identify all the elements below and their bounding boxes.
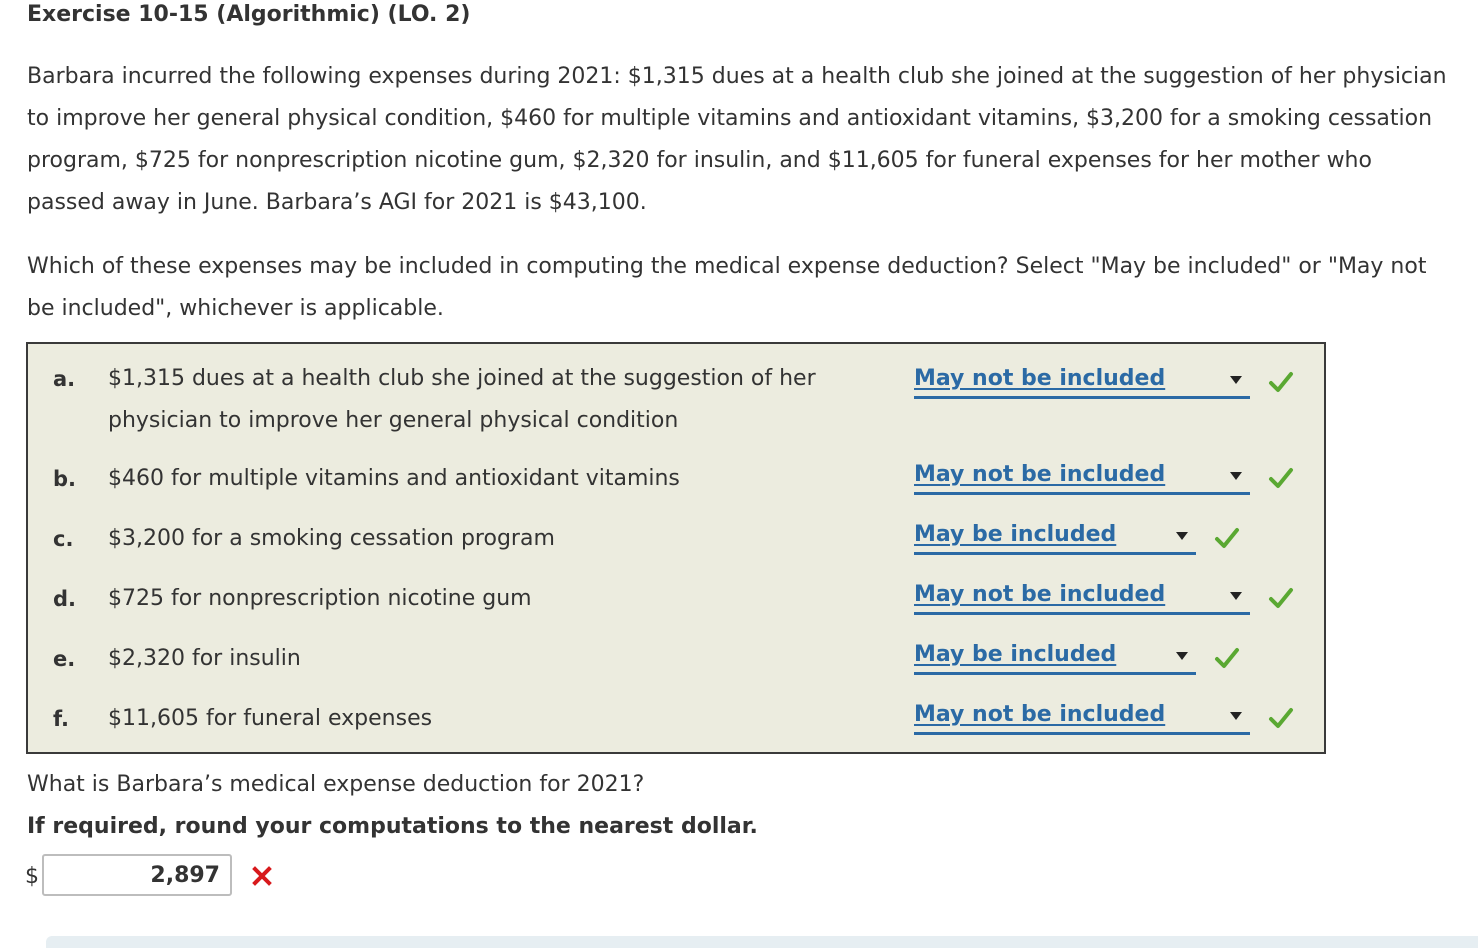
check-icon [1214, 526, 1240, 550]
expense-description: $1,315 dues at a health club she joined at the suggestion of her physician to improve her general physical condition [108, 366, 816, 433]
dropdown-selected-value: May be included [914, 642, 1117, 667]
expense-description: $3,200 for a smoking cessation program [108, 526, 555, 551]
check-icon [1268, 466, 1294, 490]
dropdown-selected-value: May be included [914, 522, 1117, 547]
row-letter: d. [53, 587, 77, 611]
check-icon [1268, 370, 1294, 394]
dropdown-arrow-icon [1230, 712, 1242, 720]
x-mark-icon [252, 866, 272, 886]
row-letter: a. [53, 367, 76, 391]
expense-description: $2,320 for insulin [108, 646, 301, 671]
deduction-answer-input[interactable] [42, 854, 232, 896]
check-icon [1268, 586, 1294, 610]
inclusion-dropdown-a[interactable] [914, 362, 1250, 399]
next-section-bar [46, 936, 1478, 948]
currency-symbol: $ [25, 864, 39, 889]
inclusion-dropdown-e[interactable] [914, 638, 1196, 675]
dropdown-arrow-icon [1230, 472, 1242, 480]
dropdown-selected-value: May not be included [914, 582, 1166, 607]
inclusion-dropdown-c[interactable] [914, 518, 1196, 555]
expense-description: $11,605 for funeral expenses [108, 706, 433, 731]
rounding-instruction: If required, round your computations to the nearest dollar. [27, 814, 758, 839]
dropdown-arrow-icon [1230, 592, 1242, 600]
dropdown-selected-value: May not be included [914, 462, 1166, 487]
dropdown-selected-value: May not be included [914, 702, 1166, 727]
inclusion-dropdown-f[interactable] [914, 698, 1250, 735]
exercise-title: Exercise 10-15 (Algorithmic) (LO. 2) [27, 2, 471, 27]
inclusion-dropdown-d[interactable] [914, 578, 1250, 615]
check-icon [1214, 646, 1240, 670]
problem-instruction: Which of these expenses may be included in computing the medical expense deduction? Select "May be included" or "May not be included", whichever is applicable. [27, 254, 1427, 321]
dropdown-selected-value: May not be included [914, 366, 1166, 391]
expense-selection-box [26, 342, 1326, 754]
dropdown-arrow-icon [1230, 376, 1242, 384]
problem-scenario: Barbara incurred the following expenses during 2021: $1,315 dues at a health club she joined at the suggestion of her physician to improve her general physical condition, $460 for multiple vitamins and antioxidant vitamins, $3,200 for a smoking cessation program, $725 for nonprescription nicotine gum, $2,320 for insulin, and $11,605 for funeral expenses for her mother who passed away in June. Barbara’s AGI for 2021 is $43,100. [27, 64, 1447, 215]
row-letter: b. [53, 467, 77, 491]
dropdown-arrow-icon [1176, 532, 1188, 540]
expense-description: $725 for nonprescription nicotine gum [108, 586, 532, 611]
row-letter: f. [53, 707, 69, 731]
row-letter: c. [53, 527, 74, 551]
expense-description: $460 for multiple vitamins and antioxidant vitamins [108, 466, 680, 491]
row-letter: e. [53, 647, 76, 671]
inclusion-dropdown-b[interactable] [914, 458, 1250, 495]
dropdown-arrow-icon [1176, 652, 1188, 660]
check-icon [1268, 706, 1294, 730]
deduction-question: What is Barbara’s medical expense deduction for 2021? [27, 772, 645, 797]
